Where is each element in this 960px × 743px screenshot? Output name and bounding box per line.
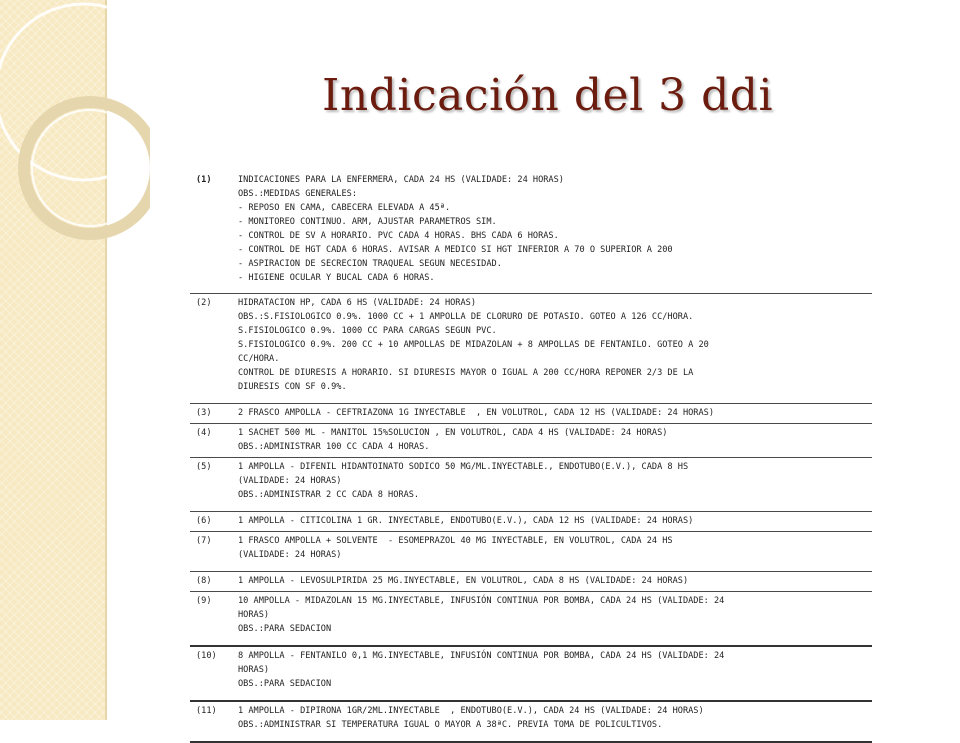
order-text: 10 AMPOLLA - MIDAZOLAN 15 MG.INYECTABLE, INFUSIÓN CONTINUA POR BOMBA, CADA 24 HS (VALIDADE: 24 HORAS) OBS.:PARA SEDACION — [238, 596, 725, 634]
side-band-edge — [105, 0, 107, 720]
order-number: (9) — [196, 596, 212, 606]
order-block-8 — [190, 572, 872, 592]
order-block-6 — [190, 512, 872, 532]
order-text: 1 AMPOLLA - DIPIRONA 1GR/2ML.INYECTABLE , ENDOTUBO(E.V.), CADA 24 HS (VALIDADE: 24 HORAS) OBS.:ADMINISTRAR SI TEMPERATURA IGUAL O MAYOR A 38ªC. PREVIA TOMA DE POLICULTIVOS. — [238, 706, 704, 730]
order-text: 1 AMPOLLA - DIFENIL HIDANTOINATO SODICO 50 MG/ML.INYECTABLE., ENDOTUBO(E.V.), CADA 8 HS (VALIDADE: 24 HORAS) OBS.:ADMINISTRAR 2 CC CADA 8 HORAS. — [238, 462, 689, 500]
order-number: (5) — [196, 462, 212, 472]
order-number: (11) — [196, 706, 217, 716]
medical-orders-sheet — [190, 163, 872, 743]
order-text: 1 SACHET 500 ML - MANITOL 15%SOLUCION , EN VOLUTROL, CADA 4 HS (VALIDADE: 24 HORAS) OBS.:ADMINISTRAR 100 CC CADA 4 HORAS. — [238, 428, 668, 452]
order-block-4 — [190, 424, 872, 458]
order-text: 8 AMPOLLA - FENTANILO 0,1 MG.INYECTABLE, INFUSIÓN CONTINUA POR BOMBA, CADA 24 HS (VALIDADE: 24 HORAS) OBS.:PARA SEDACION — [238, 651, 725, 689]
order-block-5 — [190, 458, 872, 512]
order-number: (4) — [196, 428, 212, 438]
order-block-2 — [190, 294, 872, 404]
order-text: HIDRATACION HP, CADA 6 HS (VALIDADE: 24 HORAS) OBS.:S.FISIOLOGICO 0.9%. 1000 CC + 1 AMPOLLA DE CLORURO DE POTASIO. GOTEO A 126 CC/HORA. S.FISIOLOGICO 0.9%. 1000 CC PARA CARGAS SEGUN PVC. S.FISIOLOGICO 0.9%. 200 CC + 10 AMPOLLAS DE MIDAZOLAN + 8 AMPOLLAS DE FENTANILO. GOTEO A 20 CC/HORA. CONTROL DE DIURESIS A HORARIO. SI DIURESIS MAYOR O IGUAL A 200 CC/HORA REPONER 2/3 DE LA DIURESIS CON SF 0.9%. — [238, 298, 709, 392]
order-number: (8) — [196, 576, 212, 586]
order-number: (6) — [196, 516, 212, 526]
order-text: 1 FRASCO AMPOLLA + SOLVENTE - ESOMEPRAZOL 40 MG INYECTABLE, EN VOLUTROL, CADA 24 HS (VALIDADE: 24 HORAS) — [238, 536, 673, 560]
order-text: INDICACIONES PARA LA ENFERMERA, CADA 24 HS (VALIDADE: 24 HORAS) OBS.:MEDIDAS GENERALES: - REPOSO EN CAMA, CABECERA ELEVADA A 45ª. - MONITOREO CONTINUO. ARM, AJUSTAR PARAMETROS SIM. - CONTROL DE SV A HORARIO. PVC CADA 4 HORAS. BHS CADA 6 HORAS. - CONTROL DE HGT CADA 6 HORAS. AVISAR A MEDICO SI HGT INFERIOR A 70 O SUPERIOR A 200 - ASPIRACION DE SECRECION TRAQUEAL SEGUN NECESIDAD. - HIGIENE OCULAR Y BUCAL CADA 6 HORAS. — [238, 175, 673, 283]
order-text: 1 AMPOLLA - LEVOSULPIRIDA 25 MG.INYECTABLE, EN VOLUTROL, CADA 8 HS (VALIDADE: 24 HORAS) — [238, 576, 689, 586]
order-number: (3) — [196, 408, 212, 418]
order-number: (10) — [196, 651, 217, 661]
slide-title: Indicación del 3 ddi — [322, 70, 774, 121]
order-block-3 — [190, 404, 872, 424]
order-text: 1 AMPOLLA - CITICOLINA 1 GR. INYECTABLE, ENDOTUBO(E.V.), CADA 12 HS (VALIDADE: 24 HORAS) — [238, 516, 694, 526]
decorative-side-band — [0, 0, 105, 720]
order-block-9 — [190, 592, 872, 647]
order-number: (2) — [196, 298, 212, 308]
order-block-10 — [190, 647, 872, 702]
order-number: (7) — [196, 536, 212, 546]
order-block-1 — [190, 163, 872, 294]
order-text: 2 FRASCO AMPOLLA - CEFTRIAZONA 1G INYECTABLE , EN VOLUTROL, CADA 12 HS (VALIDADE: 24 HORAS) — [238, 408, 714, 418]
order-number: (1) — [196, 175, 212, 185]
order-block-11 — [190, 702, 872, 743]
order-block-7 — [190, 532, 872, 572]
